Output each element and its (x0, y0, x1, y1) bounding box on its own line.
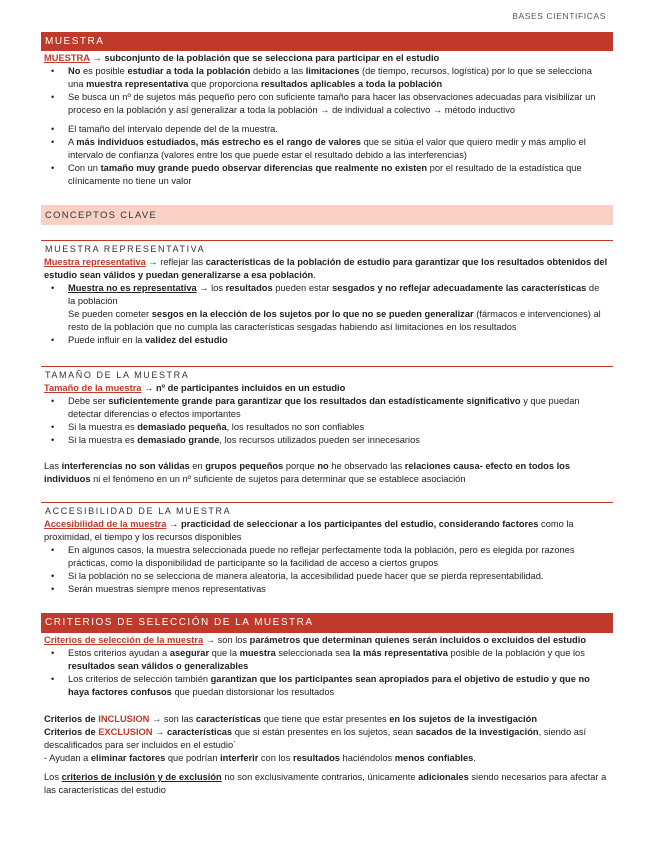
header-tag: BASES CIENTIFICAS (512, 11, 606, 21)
criterios-ayudan: - Ayudan a eliminar factores que podrían interferir con los resultados haciéndolos menos confiables. (44, 753, 476, 763)
section-header-muestra: MUESTRA (41, 32, 613, 51)
tamano-note: Las interferencias no son válidas en grupos pequeños porque no he observado las relaciones causa- efecto en todos los individuos ni el fenómeno en un nº suficiente de sujetos para determinar que se establece asociación (44, 461, 571, 484)
section-header-criterios: CRITERIOS DE SELECCIÓN DE LA MUESTRA (41, 613, 613, 633)
subsection-header-tamano: TAMAÑO DE LA MUESTRA (41, 366, 613, 382)
criterios-section (44, 634, 609, 797)
subsection-header-accesibilidad: ACCESIBILIDAD DE LA MUESTRA (41, 502, 613, 518)
representativa-definition: Muestra representativa → reflejar las características de la población de estudio para garantizar que los resultados obtenidos del estudio sean válidos y puedan generalizarse a esa población. (44, 257, 608, 280)
list-item: • Los criterios de selección también garantizan que los participantes sean apropiados para el objetivo de estudio y que no haya factores confusos que puedan distorsionar los resultados (44, 673, 609, 699)
accesibilidad-section (44, 518, 609, 596)
subsection-header-representativa: MUESTRA REPRESENTATIVA (41, 240, 613, 256)
representativa-list (44, 282, 609, 347)
criterios-exclusion: Criterios de EXCLUSION → características que si están presentes en los sujetos, sean sacados de la investigación, siendo así descalificados para ser incluidos en el estudio´ (44, 727, 587, 750)
section-header-conceptos: CONCEPTOS CLAVE (41, 205, 613, 225)
list-item: • Si la población no se selecciona de manera aleatoria, la accesibilidad puede hacer que se pierda representabilidad. (44, 570, 609, 583)
muestra-definition: MUESTRA → subconjunto de la población que se selecciona para participar en el estudio (44, 53, 440, 63)
list-item: • Si la muestra es demasiado grande, los recursos utilizados pueden ser innecesarios (44, 434, 609, 447)
list-item: • Se busca un nº de sujetos más pequeño pero con suficiente tamaño para hacer las observaciones adecuadas para visibilizar un proceso en la población y así generalizar a toda la población → de individual a colectivo → método inductivo (44, 91, 609, 117)
list-item: • A más individuos estudiados, más estrecho es el rango de valores que se sitúa el valor que quiero medir y más amplio el intervalo de confianza (valores entre los que puede estar el resultado debido a las interferencias) (44, 136, 609, 162)
list-item: • Puede influir en la validez del estudio (44, 334, 609, 347)
criterios-inclusion: Criterios de INCLUSION → son las características que tiene que estar presentes en los sujetos de la investigación (44, 714, 537, 724)
list-item: • Debe ser suficientemente grande para garantizar que los resultados dan estadísticamente significativo y que puedan detectar diferencias o efectos importantes (44, 395, 609, 421)
tamano-list (44, 395, 609, 447)
accesibilidad-definition: Accesibilidad de la muestra → practicidad de seleccionar a los participantes del estudio, considerando factores como la proximidad, el tiempo y los recursos disponibles (44, 519, 574, 542)
representativa-section (44, 256, 609, 347)
list-item: • El tamaño del intervalo depende del de la muestra. (44, 123, 609, 136)
criterios-definition: Criterios de selección de la muestra → son los parámetros que determinan quienes serán incluidos o excluidos del estudio (44, 635, 586, 645)
list-item: • Serán muestras siempre menos representativas (44, 583, 609, 596)
list-item: • En algunos casos, la muestra seleccionada puede no reflejar perfectamente toda la población, pero es elegida por razones prácticas, como la disponibilidad de participante so la facilidad de acceso a ciertos grupos (44, 544, 609, 570)
list-item: • Si la muestra es demasiado pequeña, los resultados no son confiables (44, 421, 609, 434)
list-item: • Muestra no es representativa → los resultados pueden estar sesgados y no reflejar adecuadamente las características de la población Se pueden cometer sesgos en la elección de los sujetos por lo que no se pueden generalizar (fármacos e intervenciones) al resto de la población que no cumpla las características sesgadas habiendo así limitaciones en los resultados (44, 282, 609, 334)
criterios-final: Los criterios de inclusión y de exclusión no son exclusivamente contrarios, únicamente adicionales siendo necesarios para afectar a las características del estudio (44, 772, 607, 795)
list-item: • Con un tamaño muy grande puedo observar diferencias que realmente no existen por el resultado de la estadística que clínicamente no tiene un valor (44, 162, 609, 188)
list-item: • Estos criterios ayudan a asegurar que la muestra seleccionada sea la más representativa posible de la población y que los resultados sean válidos o generalizables (44, 647, 609, 673)
muestra-list (44, 65, 609, 188)
list-item: • No es posible estudiar a toda la población debido a las limitaciones (de tiempo, recursos, logística) por lo que se selecciona una muestra representativa que proporciona resultados aplicables a toda la población (44, 65, 609, 91)
criterios-list (44, 647, 609, 699)
muestra-section (44, 52, 609, 188)
tamano-section (44, 382, 609, 486)
tamano-definition: Tamaño de la muestra → nº de participantes incluidos en un estudio (44, 383, 346, 393)
accesibilidad-list (44, 544, 609, 596)
